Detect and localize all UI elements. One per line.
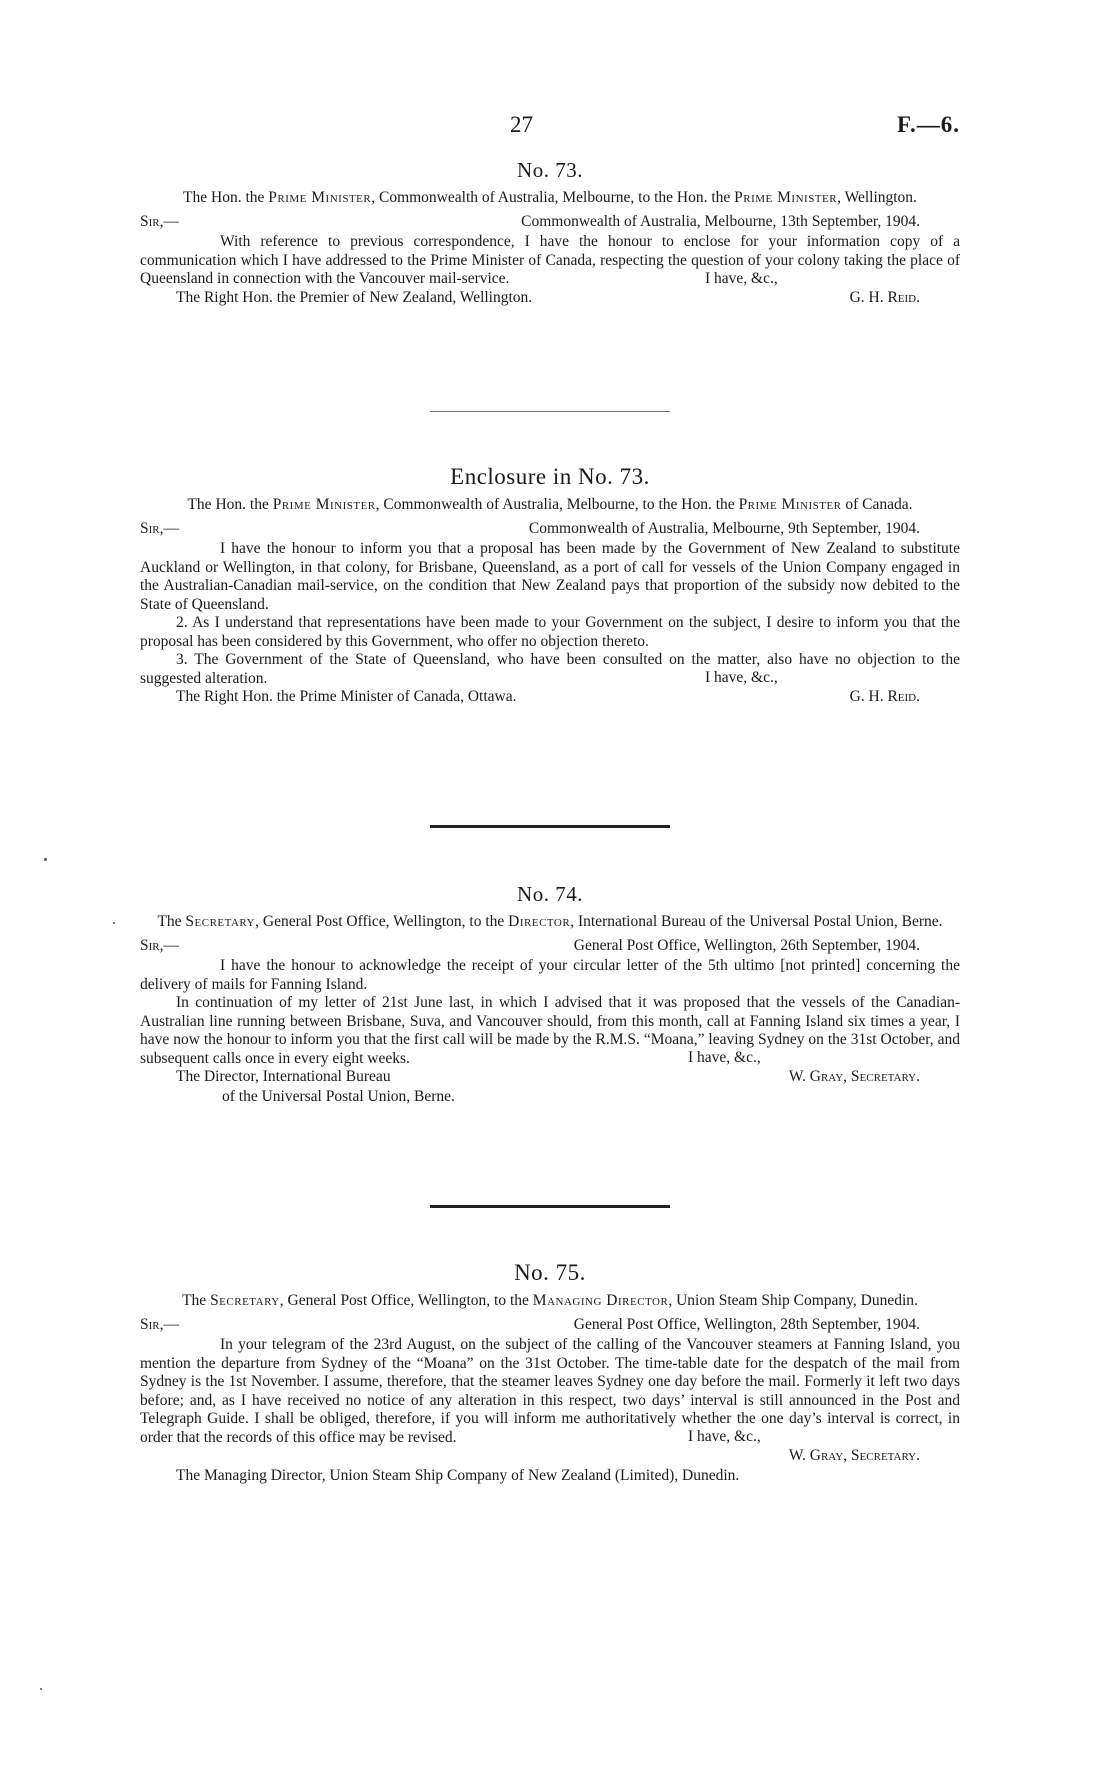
- closing-row: [140, 270, 960, 289]
- scan-speck: [113, 922, 115, 924]
- signature: W. Gray, Secretary.: [788, 1068, 920, 1085]
- addressee-row: [140, 1068, 960, 1087]
- letter-caption: [140, 1292, 960, 1310]
- dateline: Commonwealth of Australia, Melbourne, 13th September, 1904.: [521, 213, 920, 230]
- salutation-row: [140, 1316, 960, 1336]
- divider-rule: [430, 411, 670, 412]
- caption-segment: The: [157, 913, 186, 930]
- caption-segment: , Commonwealth of Australia, Melbourne, to the Hon. the: [371, 189, 735, 206]
- caption-smallcaps-segment: Prime Minister: [734, 189, 838, 206]
- letter-no-74: [140, 882, 960, 1106]
- dateline: General Post Office, Wellington, 26th September, 1904.: [573, 937, 920, 954]
- caption-segment: , Commonwealth of Australia, Melbourne, to the Hon. the: [375, 496, 739, 513]
- caption-smallcaps-segment: Prime Minister: [268, 189, 372, 206]
- salutation: Sir,—: [140, 1316, 179, 1333]
- closing-row: [140, 1428, 960, 1447]
- running-head: [140, 112, 960, 142]
- signature: G. H. Reid.: [849, 688, 920, 705]
- caption-segment: , Union Steam Ship Company, Dunedin.: [668, 1292, 918, 1309]
- caption-segment: of Canada.: [841, 496, 913, 513]
- closing: I have, &c.,: [705, 669, 778, 686]
- paragraph: 3. The Government of the State of Queensland, who have been consulted on the matter, also have no objection to the suggested alteration.: [140, 651, 960, 687]
- caption-smallcaps-segment: Secretary: [185, 913, 256, 930]
- divider-rule: [430, 825, 670, 828]
- caption-segment: , International Bureau of the Universal Postal Union, Berne.: [570, 913, 943, 930]
- caption-segment: , General Post Office, Wellington, to the: [255, 913, 509, 930]
- dateline: General Post Office, Wellington, 28th September, 1904.: [573, 1316, 920, 1333]
- addressee-line-2: of the Universal Postal Union, Berne.: [222, 1088, 455, 1105]
- signature: W. Gray, Secretary.: [788, 1447, 920, 1464]
- caption-smallcaps-segment: Prime Minister: [272, 496, 376, 513]
- letter-heading: No. 74.: [517, 882, 583, 906]
- caption-smallcaps-segment: Secretary: [210, 1292, 280, 1309]
- caption-segment: , General Post Office, Wellington, to the: [279, 1292, 533, 1309]
- caption-smallcaps-segment: Prime Minister: [738, 496, 842, 513]
- divider-rule: [430, 1205, 670, 1208]
- caption-smallcaps-segment: Director: [508, 913, 571, 930]
- salutation: Sir,—: [140, 937, 179, 954]
- letter-no-73: [140, 158, 960, 308]
- paragraph: In continuation of my letter of 21st June last, in which I advised that it was proposed that the vessels of the Canadian-Australian line running between Brisbane, Suva, and Vancouver should, from this month, call at Fanning Island six times a year, I have now the honour to inform you that the first call will be made by the R.M.S. “Moana,” leaving Sydney on the 31st October, and subsequent calls once in every eight weeks.: [140, 994, 960, 1067]
- caption-smallcaps-segment: Managing Director: [532, 1292, 669, 1309]
- scan-speck: [40, 1688, 42, 1690]
- letter-caption: [140, 913, 960, 931]
- scan-speck: [44, 858, 47, 861]
- closing-row: [140, 1049, 960, 1068]
- addressee: The Right Hon. the Prime Minister of Canada, Ottawa.: [176, 688, 517, 705]
- addressee-row: [140, 289, 960, 308]
- closing: I have, &c.,: [688, 1049, 761, 1066]
- paper-code: F.—6.: [897, 112, 960, 137]
- page-number: 27: [510, 112, 533, 137]
- paragraph: 2. As I understand that representations have been made to your Government on the subject, I desire to inform you that the proposal has been considered by this Government, who offer no objection thereto.: [140, 614, 960, 650]
- letter-heading: No. 75.: [514, 1260, 586, 1285]
- letter-heading: Enclosure in No. 73.: [450, 464, 650, 489]
- caption-segment: The: [182, 1292, 211, 1309]
- paragraph: I have the honour to acknowledge the receipt of your circular letter of the 5th ultimo [not printed] concerning the delivery of mails for Fanning Island.: [140, 957, 960, 993]
- salutation-row: [140, 937, 960, 957]
- paragraph: With reference to previous correspondence, I have the honour to enclose for your information copy of a communication which I have addressed to the Prime Minister of Canada, respecting the question of your colony taking the place of Queensland in connection with the Vancouver mail-service.: [140, 233, 960, 287]
- paragraph: I have the honour to inform you that a proposal has been made by the Government of New Zealand to substitute Auckland or Wellington, in that colony, for Brisbane, Queensland, as a port of call for vessels of the Union Company engaged in the Australian-Canadian mail-service, on the condition that New Zealand pays that proportion of the subsidy now debited to the State of Queensland.: [140, 540, 960, 613]
- caption-segment: The Hon. the: [187, 496, 273, 513]
- salutation-row: [140, 213, 960, 233]
- salutation: Sir,—: [140, 213, 179, 230]
- dateline: Commonwealth of Australia, Melbourne, 9th September, 1904.: [528, 520, 920, 537]
- addressee: The Managing Director, Union Steam Ship Company of New Zealand (Limited), Dunedin.: [176, 1467, 740, 1484]
- signature: G. H. Reid.: [849, 288, 920, 306]
- letter-no-75: [140, 1260, 960, 1485]
- letter-heading: No. 73.: [517, 158, 583, 182]
- addressee: The Right Hon. the Premier of New Zealand, Wellington.: [176, 288, 533, 306]
- addressee: The Director, International Bureau: [176, 1068, 391, 1085]
- caption-segment: The Hon. the: [183, 189, 269, 206]
- closing-row: [140, 669, 960, 688]
- salutation-row: [140, 520, 960, 540]
- caption-segment: , Wellington.: [837, 189, 917, 206]
- signature-row: [140, 1447, 960, 1466]
- addressee-row: [140, 688, 960, 707]
- letter-caption: [140, 496, 960, 514]
- closing: I have, &c.,: [688, 1428, 761, 1445]
- paragraph: In your telegram of the 23rd August, on the subject of the calling of the Vancouver steamers at Fanning Island, you mention the departure from Sydney of the “Moana” on the 31st October. The time-table date for the despatch of the mail from Sydney is the 1st November. I assume, therefore, that the steamer leaves Sydney one day before the mail. Formerly it left two days before; and, as I have received no notice of any alteration in this respect, two days’ interval is still announced in the Post and Telegraph Guide. I shall be obliged, therefore, if you will inform me authoritatively whether the one day’s interval is correct, in order that the records of this office may be revised.: [140, 1336, 960, 1446]
- letter-caption: [140, 189, 960, 207]
- closing: I have, &c.,: [705, 269, 778, 287]
- salutation: Sir,—: [140, 520, 179, 537]
- enclosure-no-73: [140, 464, 960, 707]
